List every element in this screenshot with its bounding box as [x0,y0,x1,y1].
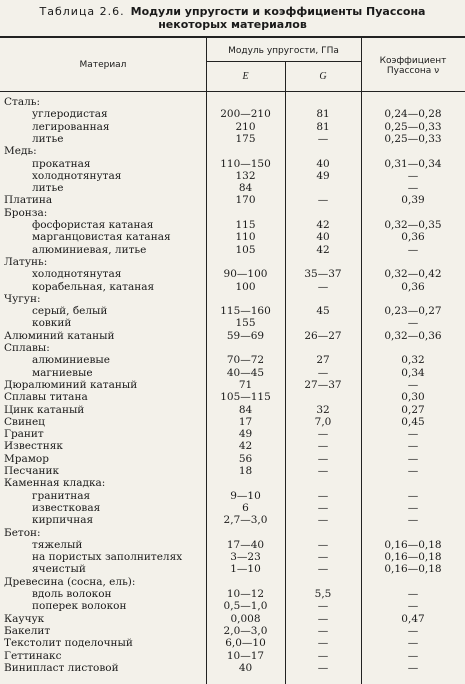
e-value-cell: 170 [235,194,256,207]
material-cell: Мрамор [4,452,49,465]
material-cell: Песчаник [4,465,60,477]
poisson-value-cell: 0,32—0,35 [384,219,442,231]
material-cell: холоднотянутая [32,169,122,182]
table-title-line1: Модули упругости и коэффициенты Пуассона [130,5,426,18]
material-cell: Платина [4,194,53,207]
g-value-cell: — [317,538,329,551]
e-value-cell: 40—45 [226,366,265,379]
poisson-value-cell: 0,32—0,42 [384,268,442,281]
header-e: E [242,71,249,82]
poisson-value-cell: 0,31—0,34 [384,157,442,170]
material-cell: серый, белый [32,305,108,318]
g-value-cell: 81 [316,120,330,133]
e-value-cell: 71 [238,378,253,391]
g-value-cell: — [317,132,329,145]
e-value-cell: 110 [235,231,256,244]
g-value-cell: — [317,452,329,465]
material-cell: гранитная [32,489,91,502]
g-value-cell: — [317,637,329,650]
material-cell: Цинк катаный [4,403,85,416]
poisson-value-cell: 0,34 [401,366,425,379]
e-value-cell: 1—10 [230,563,261,576]
material-cell: Свинец [4,415,45,428]
e-value-cell: 56 [238,452,253,465]
g-value-cell: 27—37 [304,378,342,391]
e-value-cell: 2,7—3,0 [223,514,268,527]
e-value-cell: 10—17 [226,649,265,662]
g-value-cell: 45 [316,305,330,318]
e-value-cell: 6,0—10 [225,637,266,650]
e-value-cell: 49 [238,428,253,441]
e-value-cell: 105 [235,243,256,256]
material-cell: прокатная [32,157,91,170]
material-cell: Гранит [4,428,44,441]
g-value-cell: 40 [316,231,330,244]
e-value-cell: 110—150 [220,157,271,170]
poisson-value-cell: 0,27 [401,403,425,416]
poisson-value-cell: — [407,661,419,674]
material-cell: алюминиевые [32,354,110,367]
material-cell: Бетон: [4,526,41,539]
poisson-value-cell: — [407,440,419,453]
material-cell: корабельная, катаная [32,280,155,293]
poisson-value-cell: 0,45 [401,415,425,428]
g-value-cell: — [317,194,329,207]
g-value-cell: — [317,501,329,514]
material-cell: Медь: [4,145,37,158]
material-cell: Латунь: [4,255,48,268]
g-value-cell: 35—37 [304,268,342,281]
e-value-cell: 100 [235,280,256,293]
material-cell: холоднотянутая [32,268,122,281]
e-value-cell: 115 [235,219,256,231]
g-value-cell: — [317,661,329,674]
poisson-value-cell: 0,32—0,36 [384,329,442,342]
material-cell: Алюминий катаный [4,329,115,342]
e-value-cell: 155 [235,317,256,330]
poisson-value-cell: — [407,243,419,256]
e-value-cell: 9—10 [230,489,261,502]
header-top-rule [0,36,465,38]
poisson-value-cell: 0,32 [401,354,425,367]
poisson-value-cell: — [407,452,419,465]
table-caption [0,6,465,18]
material-cell: кирпичная [32,514,94,527]
g-value-cell: — [317,440,329,453]
header-poisson-line1: Коэффициент [379,56,447,66]
poisson-value-cell: — [407,501,419,514]
e-value-cell: 0,5—1,0 [223,600,268,613]
header-material: Материал [79,60,127,70]
material-cell: Каменная кладка: [4,477,106,490]
material-cell: ячеистый [32,563,86,576]
header-sub-rule [206,61,361,62]
e-value-cell: 70—72 [226,354,265,367]
poisson-value-cell: 0,25—0,33 [384,120,442,133]
g-value-cell: 5,5 [314,588,332,600]
g-value-cell: — [317,624,329,637]
e-value-cell: 105—115 [220,391,271,404]
e-value-cell: 84 [238,403,253,416]
g-value-cell: — [317,514,329,527]
g-value-cell: 40 [316,157,330,170]
poisson-value-cell: 0,47 [401,612,425,625]
e-value-cell: 3—23 [230,551,261,564]
material-cell: тяжелый [32,538,83,551]
poisson-value-cell: 0,16—0,18 [384,551,442,564]
poisson-value-cell: — [407,489,419,502]
material-cell: Винипласт листовой [4,661,119,674]
poisson-value-cell: 0,24—0,28 [384,108,442,121]
g-value-cell: 7,0 [314,415,332,428]
material-cell: магниевые [32,366,93,379]
e-value-cell: 10—12 [226,588,265,600]
header-g: G [319,71,327,82]
g-value-cell: 42 [316,219,330,231]
poisson-value-cell: — [407,169,419,182]
e-value-cell: 40 [238,661,253,674]
poisson-value-cell: 0,39 [401,194,425,207]
material-cell: Сплавы: [4,342,50,354]
poisson-value-cell: — [407,514,419,527]
e-value-cell: 210 [235,120,256,133]
material-cell: литье [32,132,64,145]
g-value-cell: — [317,489,329,502]
material-cell: Бронза: [4,206,48,219]
e-value-cell: 200—210 [220,108,271,121]
poisson-value-cell: — [407,649,419,662]
material-cell: марганцовистая катаная [32,231,171,244]
material-cell: Древесина (сосна, ель): [4,575,136,588]
g-value-cell: — [317,600,329,613]
e-value-cell: 59—69 [226,329,265,342]
poisson-value-cell: — [407,600,419,613]
material-cell: на пористых заполнителях [32,551,183,564]
e-value-cell: 6 [242,501,249,514]
g-value-cell: — [317,366,329,379]
material-cell: Каучук [4,612,45,625]
header-modulus: Модуль упругости, ГПа [228,46,339,56]
material-cell: Текстолит поделочный [4,637,133,650]
poisson-value-cell: — [407,624,419,637]
poisson-value-cell: 0,16—0,18 [384,563,442,576]
material-cell: Чугун: [4,292,41,305]
e-value-cell: 2,0—3,0 [223,624,268,637]
header-poisson-line2: Пуассона ν [386,66,440,76]
poisson-value-cell: — [407,317,419,330]
g-value-cell: — [317,465,329,477]
poisson-value-cell: 0,36 [401,280,425,293]
material-cell: углеродистая [32,108,108,121]
header-bottom-rule [0,91,465,92]
e-value-cell: 18 [238,465,253,477]
material-cell: Сталь: [4,96,41,108]
material-cell: фосфористая катаная [32,219,154,231]
g-value-cell: 42 [316,243,330,256]
g-value-cell: — [317,563,329,576]
g-value-cell: — [317,612,329,625]
poisson-value-cell: 0,23—0,27 [384,305,442,318]
e-value-cell: 132 [235,169,256,182]
material-cell: Геттинакс [4,649,62,662]
g-value-cell: — [317,280,329,293]
material-cell: Дюралюминий катаный [4,378,138,391]
poisson-value-cell: — [407,588,419,600]
material-cell: Известняк [4,440,63,453]
material-cell: алюминиевая, литье [32,243,147,256]
table-title-line2: некоторых материалов [158,18,307,31]
e-value-cell: 175 [235,132,256,145]
e-value-cell: 17 [238,415,253,428]
material-cell: литье [32,182,64,195]
material-cell: легированная [32,120,110,133]
e-value-cell: 0,008 [230,612,261,625]
g-value-cell: 81 [316,108,330,121]
material-cell: Сплавы титана [4,391,88,404]
material-cell: Бакелит [4,624,51,637]
material-cell: известковая [32,501,101,514]
e-value-cell: 115—160 [220,305,271,318]
e-value-cell: 17—40 [226,538,265,551]
poisson-value-cell: 0,16—0,18 [384,538,442,551]
g-value-cell: 27 [316,354,330,367]
g-value-cell: — [317,428,329,441]
poisson-value-cell: 0,25—0,33 [384,132,442,145]
g-value-cell: 26—27 [304,329,342,342]
g-value-cell: 32 [316,403,330,416]
material-cell: ковкий [32,317,72,330]
table-label: Таблица 2.6. [39,5,125,18]
poisson-value-cell: — [407,637,419,650]
e-value-cell: 90—100 [223,268,268,281]
material-cell: вдоль волокон [32,588,112,600]
poisson-value-cell: — [407,378,419,391]
poisson-value-cell: 0,30 [401,391,425,404]
g-value-cell: — [317,551,329,564]
material-cell: поперек волокон [32,600,127,613]
poisson-value-cell: — [407,428,419,441]
g-value-cell: — [317,649,329,662]
poisson-value-cell: — [407,182,419,195]
poisson-value-cell: — [407,465,419,477]
e-value-cell: 42 [238,440,253,453]
poisson-value-cell: 0,36 [401,231,425,244]
e-value-cell: 84 [238,182,253,195]
g-value-cell: 49 [316,169,330,182]
